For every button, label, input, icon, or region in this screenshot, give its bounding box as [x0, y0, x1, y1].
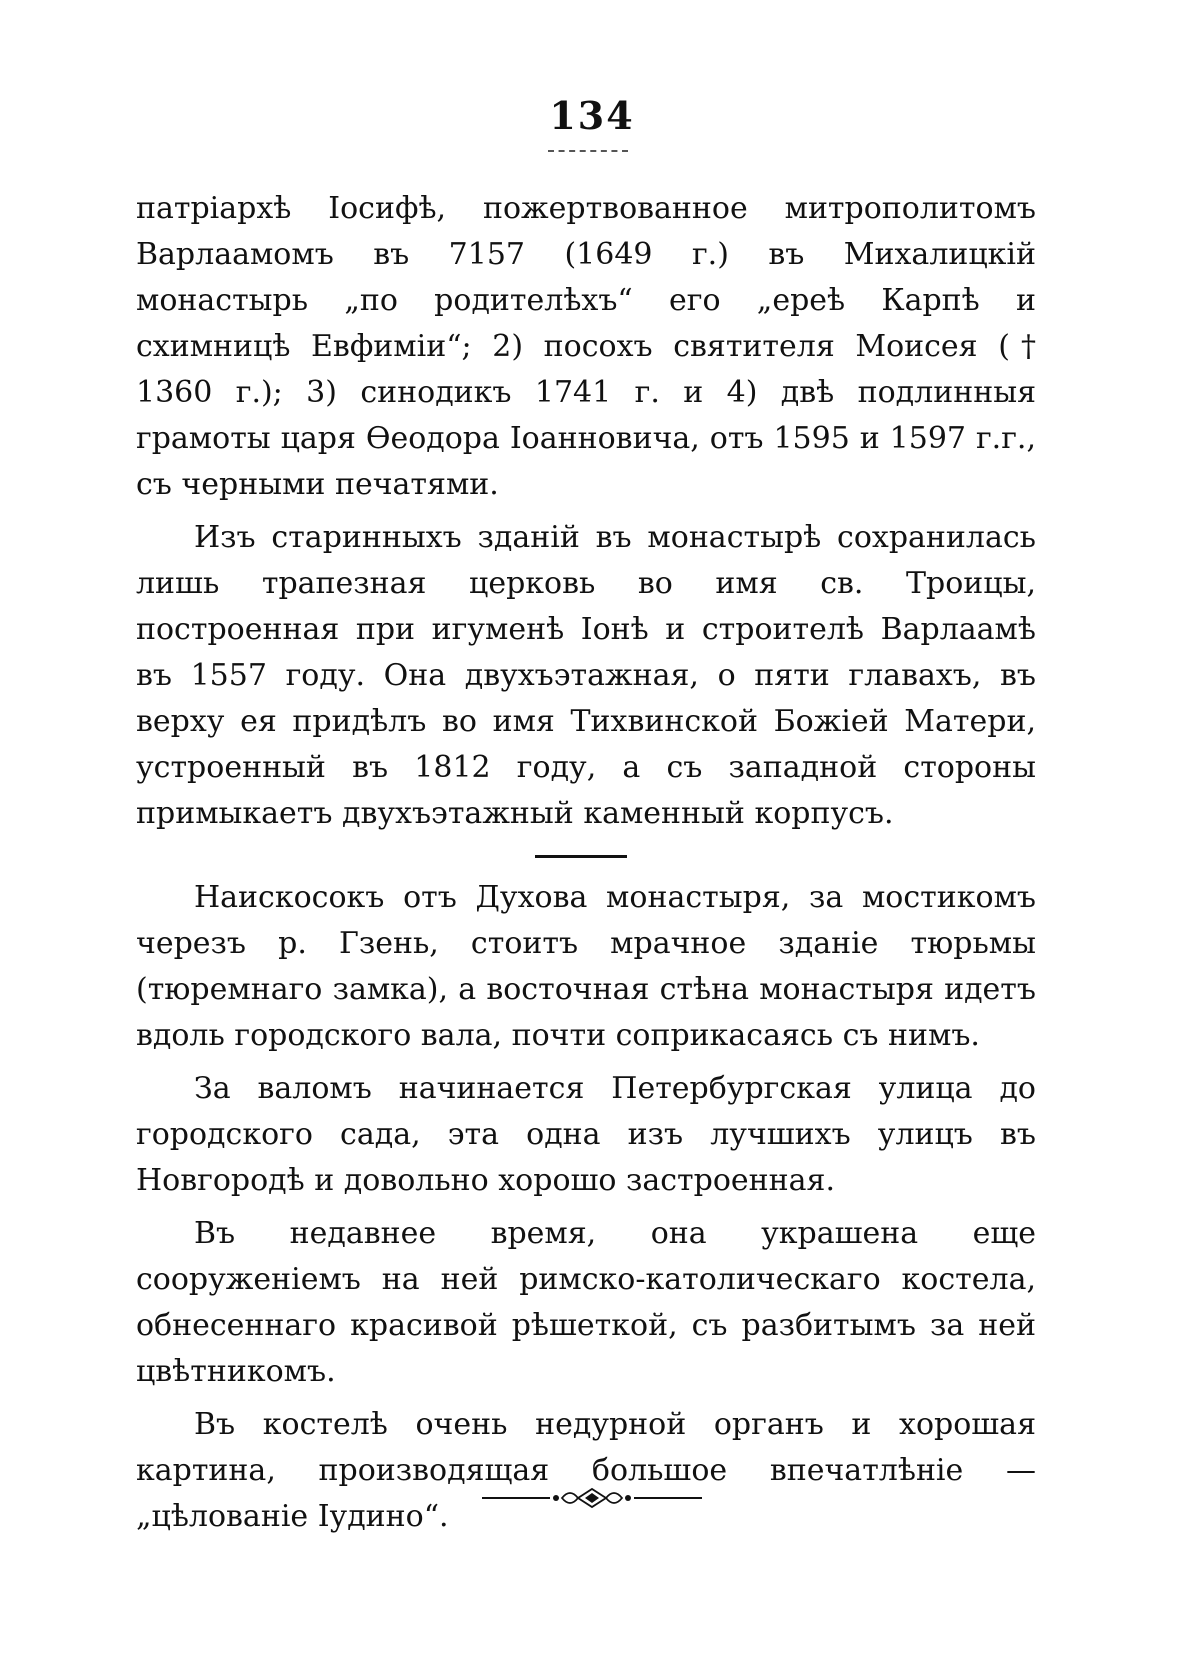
- paragraph-relics-continued: патріархѣ Іосифѣ, пожертвованное митрополитомъ Варлаамомъ въ 7157 (1649 г.) въ Михалицкій монастырь „по родителѣхъ“ его „ереѣ Карпѣ и схимницѣ Евфиміи“; 2) посохъ святителя Моисея († 1360 г.); 3) синодикъ 1741 г. и 4) двѣ подлинныя грамоты царя Ѳеодора Іоанновича, отъ 1595 и 1597 г.г., съ черными печатями.: [136, 191, 1036, 502]
- paragraph-organ: Въ костелѣ очень недурной органъ и хорошая картина, производящая большое впечатлѣніе — „цѣлованіе Іудино“.: [136, 1407, 1036, 1534]
- end-ornament-icon: [482, 1484, 702, 1512]
- paragraph-old-buildings: Изъ старинныхъ зданій въ монастырѣ сохранилась лишь трапезная церковь во имя св. Троицы, построенная при игуменѣ Іонѣ и строителѣ Варлаамѣ въ 1557 году. Она двухъэтажная, о пяти главахъ, въ верху ея придѣлъ во имя Тихвинской Божіей Матери, устроенный въ 1812 году, а съ западной стороны примыкаетъ двухъэтажный каменный корпусъ.: [136, 520, 1036, 831]
- text-block-upper: [136, 186, 1036, 844]
- page-number-underline: [548, 150, 628, 152]
- page-number: 134: [549, 93, 635, 138]
- paragraph-petersburg-street: За валомъ начинается Петербургская улица до городского сада, эта одна изъ лучшихъ улицъ въ Новгородѣ и довольно хорошо застроенная.: [136, 1071, 1036, 1198]
- paragraph-prison: Наискосокъ отъ Духова монастыря, за мостикомъ черезъ р. Гзень, стоитъ мрачное зданіе тюрьмы (тюремнаго замка), а восточная стѣна монастыря идетъ вдоль городского вала, почти соприкасаясь съ нимъ.: [136, 880, 1036, 1053]
- paragraph-church: Въ недавнее время, она украшена еще сооруженіемъ на ней римско-католическаго костела, обнесеннаго красивой рѣшеткой, съ разбитымъ за ней цвѣтникомъ.: [136, 1216, 1036, 1389]
- text-block-lower: [136, 875, 1036, 1547]
- section-divider: [535, 855, 627, 858]
